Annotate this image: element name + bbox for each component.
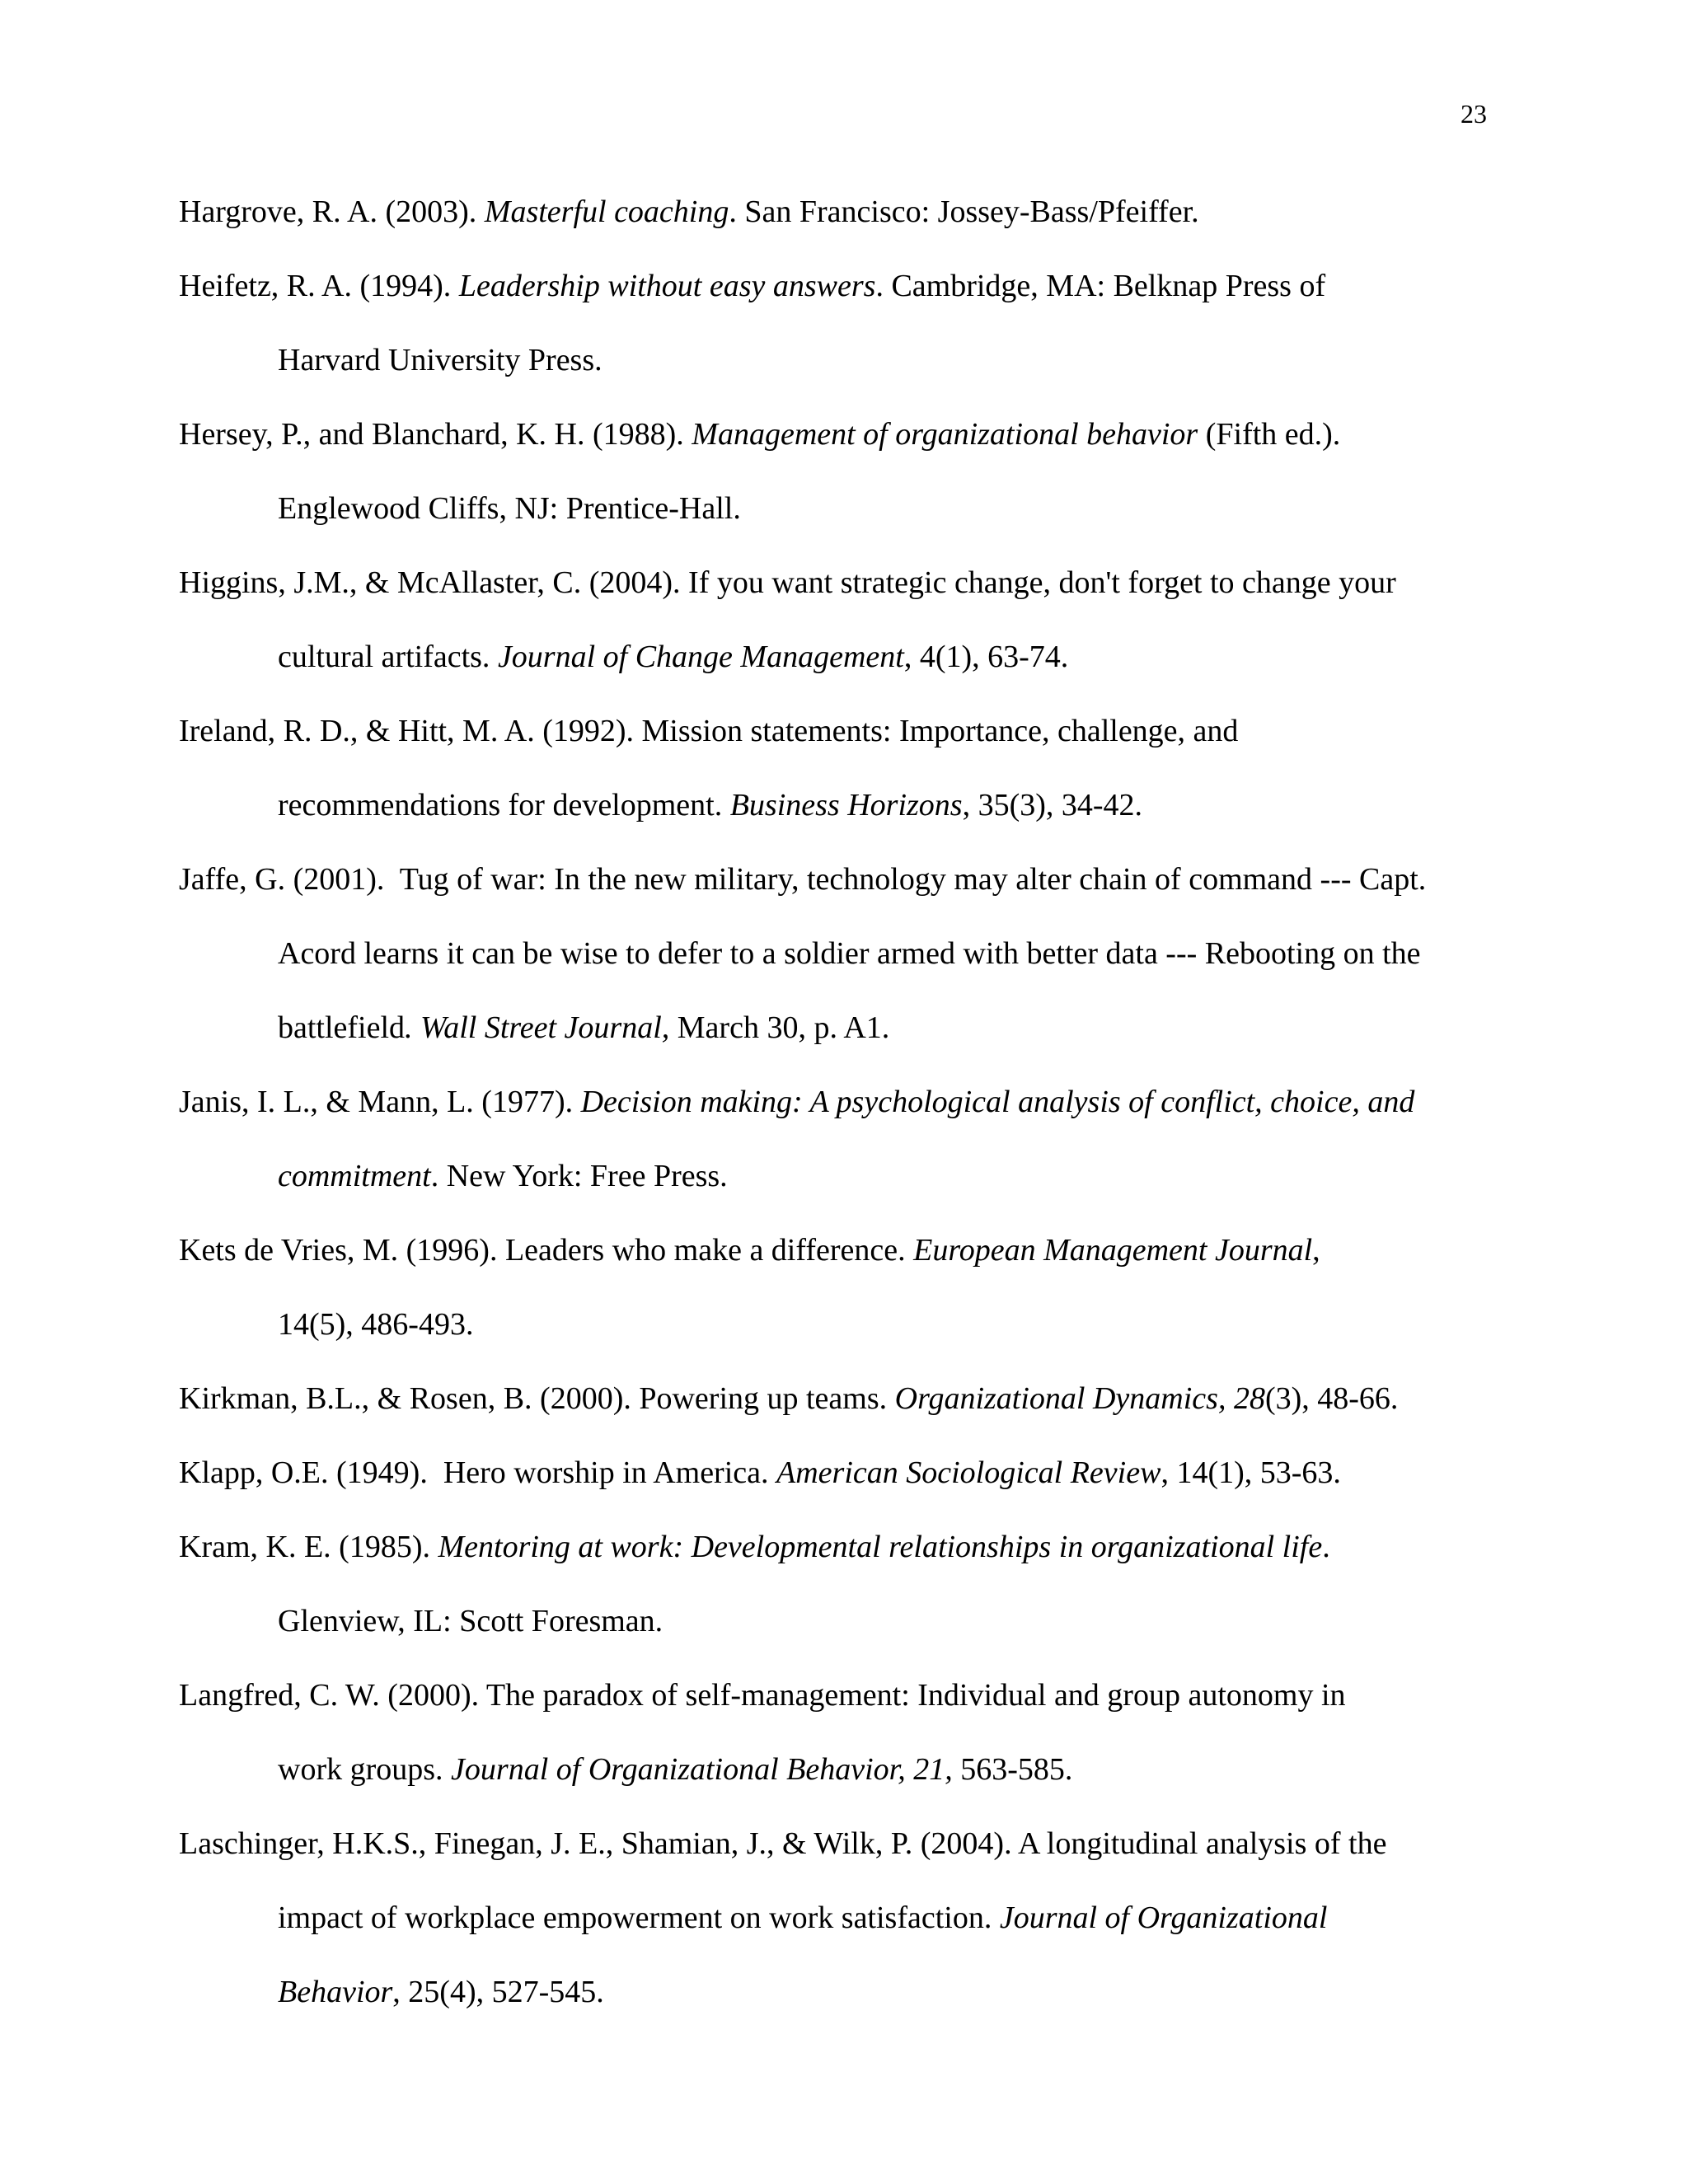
reference-title-italic: Leadership without easy answers — [458, 269, 876, 303]
reference-text: . San Francisco: Jossey-Bass/Pfeiffer. — [729, 194, 1199, 229]
reference-text: . New York: Free Press. — [430, 1159, 728, 1193]
reference-title-italic: Journal of Organizational Behavior, 21, — [451, 1752, 953, 1787]
reference-text: battlefield — [278, 1010, 406, 1045]
reference-text: , 14(1), 53-63. — [1160, 1455, 1341, 1490]
reference-text: Laschinger, H.K.S., Finegan, J. E., Shamian, J., & Wilk, P. (2004). A longitudinal analysis of the — [179, 1826, 1387, 1861]
reference-text: Langfred, C. W. (2000). The paradox of self-management: Individual and group autonomy in — [179, 1678, 1346, 1713]
reference-text: , 4(1), 63-74. — [903, 640, 1069, 674]
reference-text: Acord learns it can be wise to defer to a soldier armed with better data --- Rebooting on the — [278, 936, 1421, 971]
reference-text: Harvard University Press. — [278, 343, 603, 377]
reference-text: (3), 48-66. — [1264, 1381, 1399, 1416]
reference-text: Higgins, J.M., & McAllaster, C. (2004). If you want strategic change, don't forget to change your — [179, 565, 1396, 600]
reference-text: Jaffe, G. (2001). Tug of war: In the new military, technology may alter chain of command --- Capt. — [179, 862, 1427, 897]
reference-title-italic: Business Horizons — [729, 788, 963, 823]
reference-text: Klapp, O.E. (1949). Hero worship in America. — [179, 1455, 777, 1490]
reference-text: , 25(4), 527-545. — [392, 1975, 604, 2009]
reference-text: . Cambridge, MA: Belknap Press of — [875, 269, 1326, 303]
reference-text: impact of workplace empowerment on work satisfaction. — [278, 1900, 1000, 1935]
reference-text: Hersey, P., and Blanchard, K. H. (1988). — [179, 417, 692, 452]
reference-title-italic: Journal of Organizational — [999, 1900, 1328, 1935]
reference-title-italic: Journal of Change Management — [497, 640, 904, 674]
reference-entry — [179, 1510, 1531, 1658]
reference-text: 563-585. — [952, 1752, 1073, 1787]
reference-entry — [179, 175, 1531, 249]
reference-entry — [179, 1807, 1531, 2029]
reference-text: Kirkman, B.L., & Rosen, B. (2000). Powering up teams. — [179, 1381, 895, 1416]
reference-text: , 35(3), 34-42. — [962, 788, 1143, 823]
reference-entry — [179, 1065, 1531, 1213]
reference-entry — [179, 694, 1531, 842]
reference-text: March 30, p. A1. — [669, 1010, 890, 1045]
reference-title-italic: commitment — [278, 1159, 431, 1193]
reference-text: Kram, K. E. (1985). — [179, 1530, 438, 1564]
reference-text: 14(5), 486-493. — [278, 1307, 474, 1342]
reference-title-italic: Behavior — [278, 1975, 393, 2009]
reference-text: Janis, I. L., & Mann, L. (1977). — [179, 1085, 581, 1119]
reference-title-italic: Management of organizational behavior — [692, 417, 1198, 452]
reference-title-italic: Decision making: A psychological analysis of conflict, choice, and — [580, 1085, 1415, 1119]
reference-text: (Fifth ed.). — [1198, 417, 1341, 452]
reference-title-italic: Mentoring at work: Developmental relationships in organizational life — [438, 1530, 1323, 1564]
reference-entry — [179, 1436, 1531, 1510]
reference-entry — [179, 546, 1531, 694]
reference-title-italic: Masterful coaching — [484, 194, 729, 229]
reference-text: recommendations for development. — [278, 788, 730, 823]
reference-text: Glenview, IL: Scott Foresman. — [278, 1604, 663, 1638]
reference-text: cultural artifacts. — [278, 640, 498, 674]
reference-entry — [179, 842, 1531, 1065]
reference-entry — [179, 1658, 1531, 1807]
reference-entry — [179, 1361, 1531, 1436]
reference-text: Englewood Cliffs, NJ: Prentice-Hall. — [278, 491, 741, 526]
reference-list — [179, 175, 1531, 2029]
reference-text: Kets de Vries, M. (1996). Leaders who make a difference. — [179, 1233, 914, 1268]
reference-entry — [179, 249, 1531, 397]
reference-title-italic: European Management Journal — [913, 1233, 1313, 1268]
reference-text: Ireland, R. D., & Hitt, M. A. (1992). Mission statements: Importance, challenge, and — [179, 714, 1239, 748]
reference-text: work groups. — [278, 1752, 452, 1787]
reference-title-italic: American Sociological Review — [776, 1455, 1161, 1490]
reference-title-italic: . Wall Street Journal, — [405, 1010, 670, 1045]
reference-text: , — [1312, 1233, 1320, 1268]
reference-entry — [179, 1213, 1531, 1361]
reference-text: Hargrove, R. A. (2003). — [179, 194, 485, 229]
reference-entry — [179, 397, 1531, 546]
reference-text: Heifetz, R. A. (1994). — [179, 269, 459, 303]
reference-title-italic: Organizational Dynamics, 28 — [894, 1381, 1265, 1416]
reference-text: . — [1322, 1530, 1330, 1564]
page-number: 23 — [1461, 99, 1487, 129]
